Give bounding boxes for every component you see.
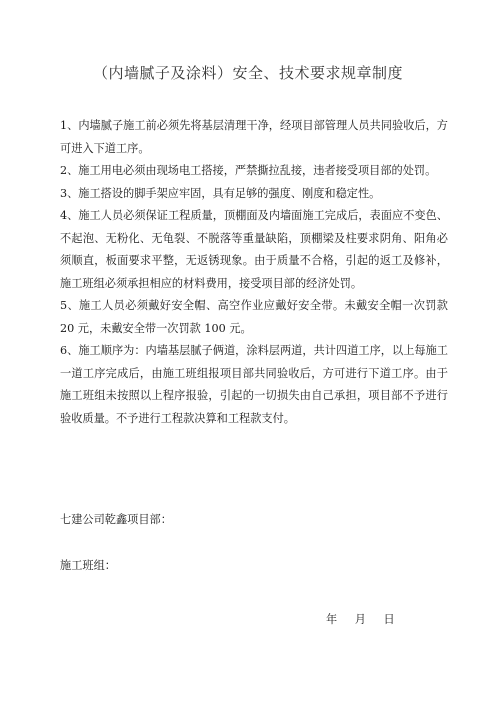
paragraph-6: 6、施工顺序为：内墙基层腻子俩道，涂料层两道，共计四道工序，以上每施工一道工序完成后，由施工班组报项目部共同验收后，方可进行下道工序。由于施工班组未按照以上程序报验，引起的一切损失由自己承担，项目部不予进行验收质量。不予进行工程款决算和工程款支付。 (60, 344, 448, 425)
paragraph-1: 1、内墙腻子施工前必须先将基层清理干净，经项目部管理人员共同验收后，方可进入下道工序。 (60, 119, 448, 155)
document-body (60, 115, 448, 430)
paragraph-5: 5、施工人员必须戴好安全帽、高空作业应戴好安全带。未戴安全帽一次罚款 20 元，未戴安全带一次罚款 100 元。 (60, 299, 448, 335)
paragraph-4: 4、施工人员必须保证工程质量，顶棚面及内墙面施工完成后，表面应不变色、不起泡、无粉化、无龟裂、不脱落等重量缺陷，顶棚梁及柱要求阴角、阳角必须顺直，板面要求平整，无返锈现象。由于质量不合格，引起的返工及修补，施工班组必须承担相应的材料费用，接受项目部的经济处罚。 (60, 209, 448, 290)
team-signature-line: 施工班组： (60, 559, 116, 572)
date-line: 年 月 日 (326, 613, 395, 626)
paragraph-3: 3、施工搭设的脚手架应牢固，具有足够的强度、刚度和稳定性。 (60, 186, 381, 200)
document-title: （内墙腻子及涂料）安全、技术要求规章制度 (92, 64, 403, 82)
company-signature-line: 七建公司乾鑫项目部： (60, 513, 172, 526)
paragraph-2: 2、施工用电必须由现场电工搭接，严禁撕拉乱接，违者接受项目部的处罚。 (60, 164, 437, 177)
